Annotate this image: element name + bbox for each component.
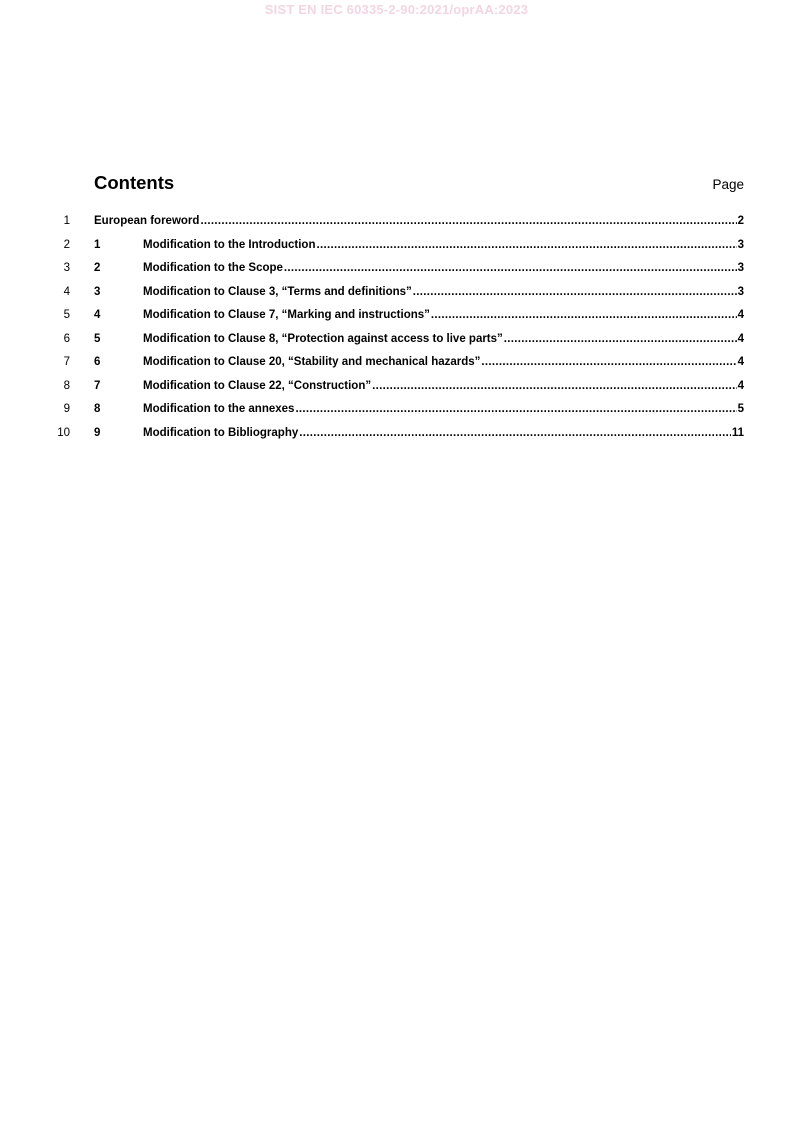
line-number: 10 — [57, 426, 70, 439]
toc-entry-title: Modification to the Introduction — [143, 238, 316, 251]
line-number: 5 — [63, 309, 70, 321]
dot-leader — [413, 286, 737, 298]
toc-entry-page: 5 — [737, 403, 744, 415]
toc-row — [0, 355, 793, 379]
dot-leader — [431, 309, 737, 321]
line-number: 2 — [63, 238, 70, 251]
toc-entry-number: 7 — [94, 379, 101, 392]
toc-row — [0, 379, 793, 403]
toc-entry-page: 4 — [737, 379, 744, 392]
toc-entry-page: 4 — [737, 309, 744, 321]
dot-leader — [504, 333, 737, 345]
toc-row — [0, 402, 793, 426]
toc-entry-page: 3 — [737, 238, 744, 251]
toc-entry[interactable] — [94, 239, 744, 251]
toc-entry-number: 4 — [94, 309, 101, 321]
toc-row — [0, 285, 793, 309]
toc-row — [0, 238, 793, 262]
toc-entry[interactable] — [94, 215, 744, 227]
toc-entry-number: 5 — [94, 332, 101, 345]
toc-entry[interactable] — [94, 403, 744, 415]
toc-entry-number: 3 — [94, 285, 101, 298]
dot-leader — [284, 262, 737, 274]
line-number: 7 — [63, 356, 70, 368]
line-number: 9 — [63, 403, 70, 415]
toc-entry-page: 3 — [737, 262, 744, 274]
toc-entry-number: 1 — [94, 238, 101, 251]
toc-entry-page: 2 — [737, 215, 744, 227]
toc-row — [0, 214, 793, 238]
dot-leader — [481, 356, 736, 368]
toc-entry-title: Modification to Clause 7, “Marking and instructions” — [143, 309, 430, 321]
toc-entry-title: Modification to Clause 3, “Terms and definitions” — [143, 285, 412, 298]
line-number: 8 — [63, 379, 70, 392]
dot-leader — [295, 403, 736, 415]
line-number: 4 — [63, 285, 70, 298]
toc-entry-title: Modification to the annexes — [143, 403, 295, 415]
page-column-heading: Page — [712, 177, 744, 192]
toc-row — [0, 261, 793, 285]
toc-entry[interactable] — [94, 286, 744, 298]
toc-entry-number: 2 — [94, 262, 101, 274]
toc-entry-number: 8 — [94, 403, 101, 415]
toc-row — [0, 426, 793, 450]
dot-leader — [316, 239, 736, 251]
toc-entry-page: 11 — [731, 426, 744, 439]
dot-leader — [372, 380, 736, 392]
toc-row — [0, 332, 793, 356]
toc-entry[interactable] — [94, 333, 744, 345]
toc-entry-title: Modification to Clause 20, “Stability and mechanical hazards” — [143, 356, 481, 368]
toc-entry-number: 6 — [94, 356, 101, 368]
toc-entry-title: Modification to Clause 8, “Protection against access to live parts” — [143, 332, 503, 345]
toc-entry-page: 4 — [737, 332, 744, 345]
toc-entry-number: 9 — [94, 426, 101, 439]
toc-entry[interactable] — [94, 380, 744, 392]
dot-leader — [299, 427, 731, 439]
document-watermark: SIST EN IEC 60335-2-90:2021/oprAA:2023 — [264, 2, 529, 17]
toc-entry[interactable] — [94, 427, 744, 439]
toc-entry[interactable] — [94, 356, 744, 368]
line-number: 6 — [63, 332, 70, 345]
toc-entry[interactable] — [94, 262, 744, 274]
table-of-contents — [0, 214, 793, 449]
line-number: 3 — [63, 262, 70, 274]
dot-leader — [200, 215, 736, 227]
toc-entry-title: Modification to Bibliography — [143, 426, 299, 439]
toc-entry-page: 3 — [737, 285, 744, 298]
contents-heading: Contents — [94, 172, 175, 193]
toc-entry-title: European foreword — [94, 215, 200, 227]
toc-entry-page: 4 — [737, 356, 744, 368]
toc-row — [0, 308, 793, 332]
line-number: 1 — [63, 215, 70, 227]
toc-entry[interactable] — [94, 309, 744, 321]
toc-entry-title: Modification to Clause 22, “Construction” — [143, 379, 372, 392]
toc-entry-title: Modification to the Scope — [143, 262, 283, 274]
